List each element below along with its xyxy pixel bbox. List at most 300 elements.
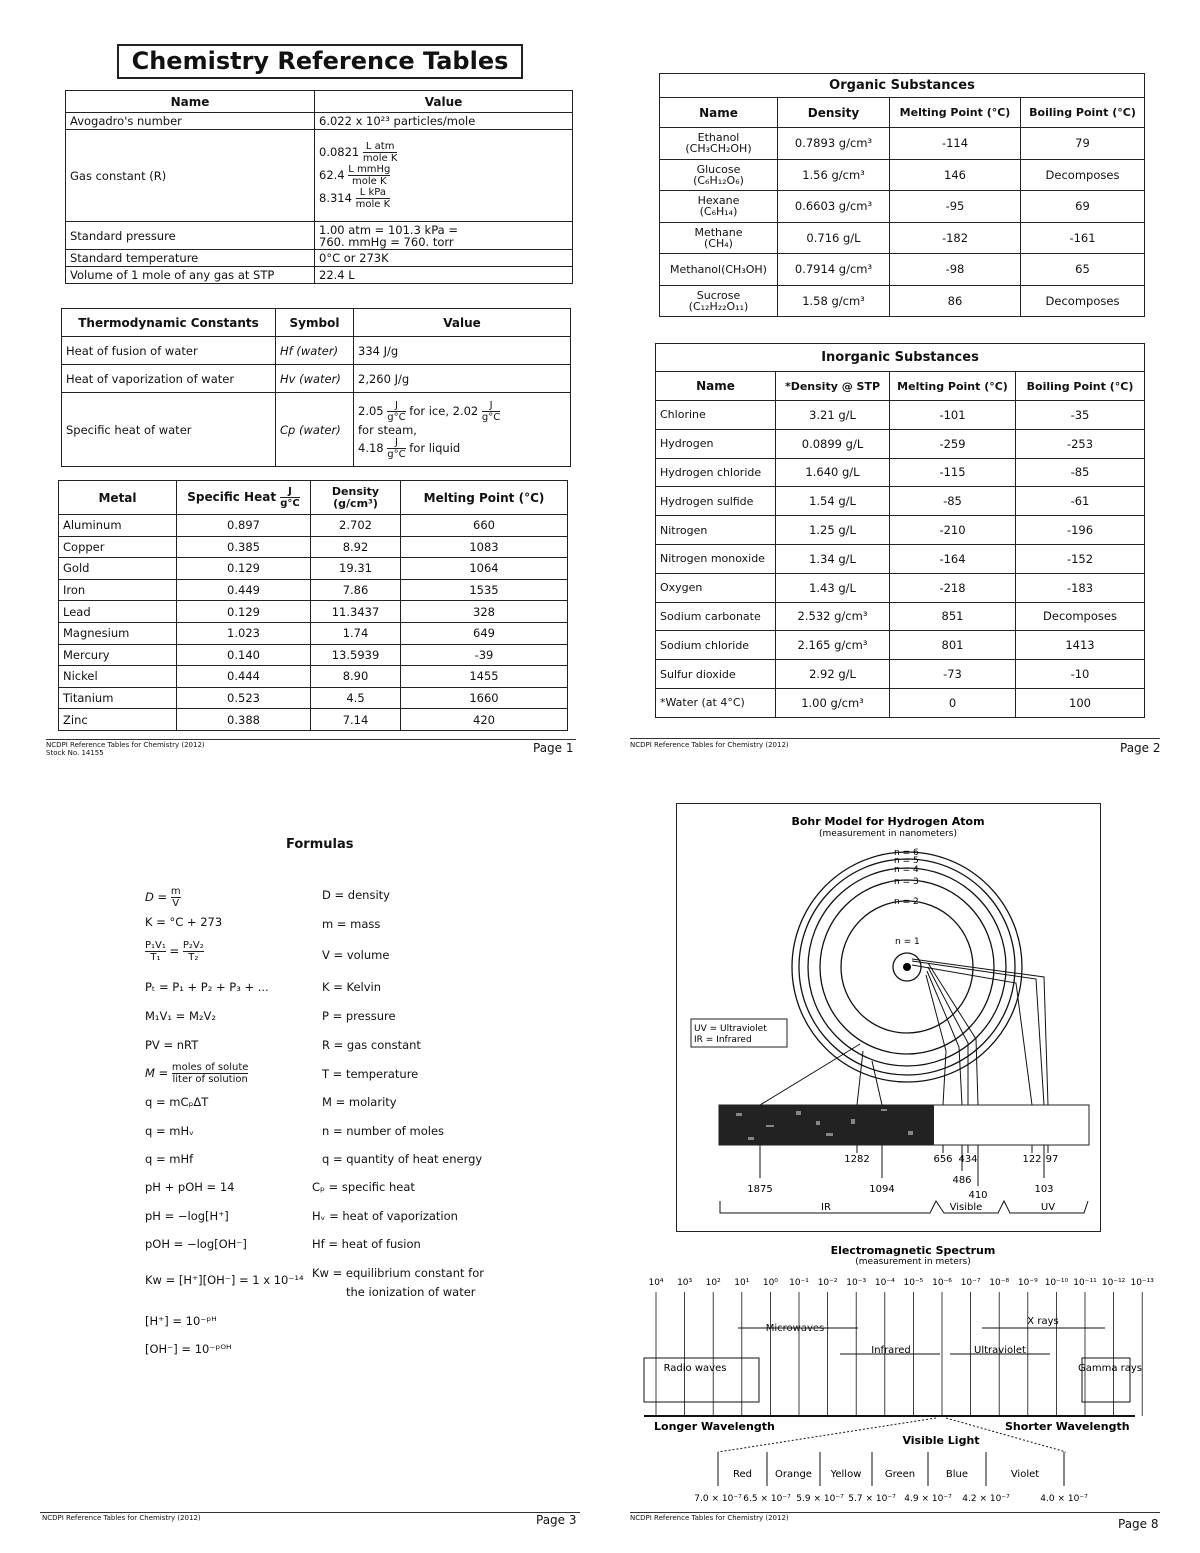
formula-oh-conc: [OH⁻] = 10⁻ᵖᴼᴴ bbox=[145, 1342, 232, 1356]
organic-name bbox=[660, 159, 778, 191]
thermo-header-value: Value bbox=[354, 309, 571, 337]
metal-specific-heat: 0.444 bbox=[177, 666, 311, 688]
inorganic-density: 2.532 g/cm³ bbox=[776, 602, 890, 631]
inorganic-header-boiling: Boiling Point (°C) bbox=[1016, 372, 1145, 401]
inorganic-row bbox=[656, 602, 1145, 631]
inorganic-boiling-point: -61 bbox=[1016, 487, 1145, 516]
vapor-name: Heat of vaporization of water bbox=[62, 365, 276, 393]
gas-value-2: 62.4 bbox=[319, 168, 345, 182]
organic-name-text: Glucose bbox=[696, 162, 741, 176]
formula-heat: q = mCₚΔT bbox=[145, 1095, 209, 1109]
em-exponent: 10⁻¹² bbox=[1101, 1278, 1126, 1288]
visible-boundary: 4.0 × 10⁻⁷ bbox=[1040, 1494, 1088, 1504]
inorganic-row bbox=[656, 516, 1145, 545]
level-n4: n = 4 bbox=[894, 865, 919, 875]
organic-melting-point: 146 bbox=[890, 159, 1021, 191]
inorganic-row bbox=[656, 544, 1145, 573]
organic-formula: (CH₃CH₂OH) bbox=[685, 142, 752, 156]
band-xrays: X rays bbox=[1027, 1316, 1059, 1327]
organic-melting-point: -114 bbox=[890, 128, 1021, 160]
organic-density: 1.56 g/cm³ bbox=[778, 159, 890, 191]
region-brackets bbox=[720, 1201, 1088, 1213]
spec-unit-den-3: g°C bbox=[387, 448, 406, 460]
organic-boiling-point: 65 bbox=[1021, 254, 1145, 286]
organic-name-text: Methane bbox=[694, 225, 743, 239]
em-exponent: 10⁻¹⁰ bbox=[1044, 1278, 1069, 1288]
organic-header-name: Name bbox=[660, 98, 778, 128]
metal-density: 8.90 bbox=[311, 666, 401, 688]
legend-uv: UV = Ultraviolet bbox=[694, 1024, 767, 1034]
organic-melting-point: 86 bbox=[890, 285, 1021, 317]
region-uv: UV bbox=[1040, 1202, 1056, 1213]
inorganic-melting-point: -210 bbox=[890, 516, 1016, 545]
formula-kelvin: K = °C + 273 bbox=[145, 915, 223, 929]
organic-melting-point: -95 bbox=[890, 191, 1021, 223]
inorganic-melting-point: -85 bbox=[890, 487, 1016, 516]
metal-name: Titanium bbox=[59, 687, 177, 709]
metal-melting-point: 649 bbox=[401, 622, 568, 644]
inorganic-row bbox=[656, 458, 1145, 487]
organic-table bbox=[659, 73, 1145, 317]
formula-dalton: Pₜ = P₁ + P₂ + P₃ + ... bbox=[145, 980, 269, 994]
inorganic-boiling-point: -10 bbox=[1016, 660, 1145, 689]
inorganic-header-name: Name bbox=[656, 372, 776, 401]
visible-color: Violet bbox=[1010, 1469, 1040, 1480]
organic-density: 0.7893 g/cm³ bbox=[778, 128, 890, 160]
spec-unit-den-1: g°C bbox=[387, 411, 406, 423]
metal-row bbox=[59, 666, 568, 688]
organic-name-text: Methanol(CH₃OH) bbox=[670, 262, 767, 276]
band-ultraviolet: Ultraviolet bbox=[974, 1345, 1026, 1356]
spec-v2: for steam, bbox=[358, 422, 417, 437]
spec-v1: 2.05 bbox=[358, 403, 384, 418]
organic-row bbox=[660, 128, 1145, 160]
metal-specific-heat: 1.023 bbox=[177, 622, 311, 644]
def-kelvin: K = Kelvin bbox=[322, 980, 382, 994]
formula-dilution: M₁V₁ = M₂V₂ bbox=[145, 1009, 216, 1023]
em-exponent: 10⁻¹ bbox=[789, 1278, 809, 1288]
inorganic-name: Hydrogen chloride bbox=[656, 458, 776, 487]
inorganic-table bbox=[655, 343, 1145, 718]
inorganic-melting-point: 801 bbox=[890, 631, 1016, 660]
line-122 bbox=[912, 965, 1032, 1105]
level-n5: n = 5 bbox=[894, 856, 919, 866]
pressure-value bbox=[315, 222, 573, 250]
metal-specific-heat: 0.385 bbox=[177, 536, 311, 558]
spec-unit-num-3: J bbox=[387, 437, 405, 449]
nm-656: 656 bbox=[933, 1154, 953, 1165]
metals-header-metal: Metal bbox=[59, 481, 177, 515]
inorganic-density: 0.0899 g/L bbox=[776, 429, 890, 458]
inorganic-boiling-point: Decomposes bbox=[1016, 602, 1145, 631]
specific-heat-value bbox=[354, 393, 571, 467]
metal-name: Lead bbox=[59, 601, 177, 623]
formula-ideal-gas: PV = nRT bbox=[145, 1038, 199, 1052]
band-radio: Radio waves bbox=[663, 1363, 727, 1374]
def-density: D = density bbox=[322, 888, 390, 902]
inorganic-name: Chlorine bbox=[656, 401, 776, 430]
metals-header-specific-heat bbox=[177, 481, 311, 515]
metal-density: 8.92 bbox=[311, 536, 401, 558]
inorganic-boiling-point: -196 bbox=[1016, 516, 1145, 545]
metal-melting-point: 1660 bbox=[401, 687, 568, 709]
bohr-model-figure bbox=[676, 803, 1101, 1233]
visible-color: Orange bbox=[775, 1469, 812, 1480]
metal-specific-heat: 0.129 bbox=[177, 558, 311, 580]
visible-boundary: 4.9 × 10⁻⁷ bbox=[904, 1494, 952, 1504]
em-exponent: 10⁰ bbox=[762, 1278, 778, 1288]
page1-footer bbox=[46, 741, 205, 757]
inorganic-melting-point: -164 bbox=[890, 544, 1016, 573]
organic-formula: (CH₄) bbox=[704, 236, 733, 250]
inorganic-boiling-point: -253 bbox=[1016, 429, 1145, 458]
line-1094 bbox=[872, 1061, 882, 1105]
inorganic-name: Hydrogen sulfide bbox=[656, 487, 776, 516]
em-subtitle: (measurement in meters) bbox=[855, 1257, 971, 1267]
spec-unit-num-2: J bbox=[482, 400, 500, 412]
inorganic-name: Oxygen bbox=[656, 573, 776, 602]
level-n3: n = 3 bbox=[894, 877, 919, 887]
gas-value-1-den: mole K bbox=[362, 153, 398, 164]
constants-table bbox=[65, 90, 573, 284]
organic-row bbox=[660, 285, 1145, 317]
page1-footer-rule bbox=[46, 739, 576, 740]
organic-density: 0.6603 g/cm³ bbox=[778, 191, 890, 223]
nm-486: 486 bbox=[952, 1175, 972, 1186]
def-molarity: M = molarity bbox=[322, 1095, 397, 1109]
inorganic-melting-point: -101 bbox=[890, 401, 1016, 430]
metal-density: 7.86 bbox=[311, 579, 401, 601]
em-exponent: 10⁻⁸ bbox=[989, 1278, 1010, 1288]
page3-number: Page 3 bbox=[536, 1513, 577, 1527]
gas-value-2-num: L mmHg bbox=[348, 164, 391, 175]
em-band-labels bbox=[664, 1316, 1142, 1374]
metal-melting-point: 1535 bbox=[401, 579, 568, 601]
visible-color: Red bbox=[733, 1469, 752, 1480]
spec-v3-tail: for liquid bbox=[409, 440, 461, 455]
inorganic-header-density: *Density @ STP bbox=[776, 372, 890, 401]
def-heat: q = quantity of heat energy bbox=[322, 1152, 483, 1166]
em-exponent: 10⁻² bbox=[817, 1278, 838, 1288]
line-97 bbox=[912, 959, 1048, 1105]
bohr-subtitle: (measurement in nanometers) bbox=[819, 829, 957, 839]
metal-density: 7.14 bbox=[311, 709, 401, 731]
metal-row bbox=[59, 644, 568, 666]
inorganic-melting-point: -115 bbox=[890, 458, 1016, 487]
inorganic-density: 1.34 g/L bbox=[776, 544, 890, 573]
formula-gas-num-1: P₁V₁ bbox=[145, 940, 166, 951]
page2-footer: NCDPI Reference Tables for Chemistry (2012) bbox=[630, 741, 789, 749]
organic-melting-point: -182 bbox=[890, 222, 1021, 254]
def-temperature: T = temperature bbox=[322, 1067, 419, 1081]
metal-melting-point: 1083 bbox=[401, 536, 568, 558]
em-exponent: 10⁻⁴ bbox=[874, 1278, 895, 1288]
nm-1282: 1282 bbox=[844, 1154, 870, 1165]
temperature-name: Standard temperature bbox=[66, 250, 315, 267]
inorganic-melting-point: -259 bbox=[890, 429, 1016, 458]
thermo-table bbox=[61, 308, 571, 467]
formula-ph: pH = −log[H⁺] bbox=[145, 1209, 229, 1223]
organic-boiling-point: 69 bbox=[1021, 191, 1145, 223]
organic-formula: (C₆H₁₄) bbox=[699, 205, 738, 219]
em-exponent: 10⁻⁵ bbox=[903, 1278, 924, 1288]
inorganic-title: Inorganic Substances bbox=[656, 344, 1145, 372]
inorganic-header-melting: Melting Point (°C) bbox=[890, 372, 1016, 401]
visible-boundary-labels bbox=[694, 1494, 1088, 1504]
organic-formula: (C₁₂H₂₂O₁₁) bbox=[688, 299, 749, 313]
metal-density: 19.31 bbox=[311, 558, 401, 580]
metal-row bbox=[59, 579, 568, 601]
spec-v1-tail: for ice, 2.02 bbox=[409, 403, 479, 418]
organic-density: 0.716 g/L bbox=[778, 222, 890, 254]
inorganic-melting-point: -73 bbox=[890, 660, 1016, 689]
nm-1875: 1875 bbox=[747, 1184, 773, 1195]
nm-97: 97 bbox=[1045, 1154, 1059, 1165]
metals-table bbox=[58, 480, 568, 731]
em-exponent: 10⁻³ bbox=[846, 1278, 867, 1288]
organic-title: Organic Substances bbox=[660, 74, 1145, 98]
em-exponent: 10⁻⁷ bbox=[960, 1278, 981, 1288]
sh-unit-num: J bbox=[280, 486, 300, 498]
page1-number: Page 1 bbox=[533, 741, 574, 755]
metals-header-density: Density (g/cm³) bbox=[311, 481, 401, 515]
gas-value-2-den: mole K bbox=[352, 176, 387, 187]
band-infrared: Infrared bbox=[871, 1345, 911, 1356]
specific-heat-name: Specific heat of water bbox=[62, 393, 276, 467]
metals-header-melting: Melting Point (°C) bbox=[401, 481, 568, 515]
metal-melting-point: 328 bbox=[401, 601, 568, 623]
formula-gas-den-2: T₂ bbox=[188, 952, 199, 963]
gas-constant-name: Gas constant (R) bbox=[66, 130, 315, 222]
em-exponent: 10² bbox=[705, 1278, 721, 1288]
inorganic-row bbox=[656, 573, 1145, 602]
organic-boiling-point: 79 bbox=[1021, 128, 1145, 160]
line-1282 bbox=[857, 1051, 863, 1105]
formula-h-conc: [H⁺] = 10⁻ᵖᴴ bbox=[145, 1314, 217, 1328]
def-kw: Kw = equilibrium constant for bbox=[312, 1266, 484, 1280]
page2-number: Page 2 bbox=[1120, 741, 1161, 755]
em-exponent: 10⁻⁶ bbox=[932, 1278, 952, 1288]
inorganic-name: Sulfur dioxide bbox=[656, 660, 776, 689]
page8-footer: NCDPI Reference Tables for Chemistry (2012) bbox=[630, 1514, 789, 1522]
level-labels bbox=[894, 848, 920, 947]
formula-molarity-num: moles of solute bbox=[171, 1062, 249, 1073]
metal-density: 4.5 bbox=[311, 687, 401, 709]
metal-row bbox=[59, 709, 568, 731]
visible-color-labels bbox=[733, 1469, 1039, 1480]
fusion-symbol: Hf (water) bbox=[276, 337, 354, 365]
def-volume: V = volume bbox=[322, 948, 390, 962]
inorganic-density: 2.92 g/L bbox=[776, 660, 890, 689]
inorganic-boiling-point: -183 bbox=[1016, 573, 1145, 602]
def-kw-2: the ionization of water bbox=[346, 1285, 476, 1299]
emission-labels bbox=[747, 1154, 1058, 1201]
em-exponent: 10¹ bbox=[734, 1278, 750, 1288]
inorganic-density: 1.54 g/L bbox=[776, 487, 890, 516]
visible-boundary: 5.9 × 10⁻⁷ bbox=[796, 1494, 844, 1504]
visible-color: Blue bbox=[945, 1469, 969, 1480]
inorganic-melting-point: 851 bbox=[890, 602, 1016, 631]
metal-row bbox=[59, 601, 568, 623]
nm-103: 103 bbox=[1034, 1184, 1054, 1195]
metal-name: Copper bbox=[59, 536, 177, 558]
pressure-value-1: 1.00 atm = 101.3 kPa = bbox=[319, 222, 458, 237]
em-exponent: 10⁻⁹ bbox=[1017, 1278, 1038, 1288]
visible-color: Yellow bbox=[830, 1469, 862, 1480]
formula-poh: pOH = −log[OH⁻] bbox=[145, 1237, 247, 1251]
thermo-header-name: Thermodynamic Constants bbox=[62, 309, 276, 337]
sh-unit-den: g°C bbox=[280, 498, 300, 509]
metal-specific-heat: 0.449 bbox=[177, 579, 311, 601]
avogadro-value: 6.022 x 10²³ particles/mole bbox=[315, 113, 573, 130]
gas-value-3: 8.314 bbox=[319, 191, 352, 205]
metal-name: Iron bbox=[59, 579, 177, 601]
inorganic-density: 1.640 g/L bbox=[776, 458, 890, 487]
organic-melting-point: -98 bbox=[890, 254, 1021, 286]
metal-melting-point: -39 bbox=[401, 644, 568, 666]
visible-boundary: 4.2 × 10⁻⁷ bbox=[962, 1494, 1010, 1504]
formula-density-num: m bbox=[170, 886, 181, 897]
def-pressure: P = pressure bbox=[322, 1009, 396, 1023]
inorganic-melting-point: -218 bbox=[890, 573, 1016, 602]
band-gamma: Gamma rays bbox=[1077, 1363, 1143, 1374]
inorganic-name: *Water (at 4°C) bbox=[656, 688, 776, 717]
inorganic-boiling-point: -85 bbox=[1016, 458, 1145, 487]
inorganic-row bbox=[656, 401, 1145, 430]
formula-molarity-den: liter of solution bbox=[172, 1074, 248, 1085]
constants-header-value: Value bbox=[315, 91, 573, 113]
band-microwaves: Microwaves bbox=[765, 1323, 825, 1334]
em-spectrum-figure bbox=[630, 1240, 1160, 1510]
inorganic-row bbox=[656, 631, 1145, 660]
gas-constant-value bbox=[315, 130, 573, 222]
organic-row bbox=[660, 254, 1145, 286]
em-exponent: 10⁻¹¹ bbox=[1073, 1278, 1097, 1288]
organic-name bbox=[660, 191, 778, 223]
gas-value-3-num: L kPa bbox=[356, 187, 391, 199]
visible-boundary: 7.0 × 10⁻⁷ bbox=[694, 1494, 742, 1504]
metal-melting-point: 1455 bbox=[401, 666, 568, 688]
organic-formula: (C₆H₁₂O₆) bbox=[693, 173, 744, 187]
def-gas-constant: R = gas constant bbox=[322, 1038, 421, 1052]
metal-name: Zinc bbox=[59, 709, 177, 731]
bohr-frame bbox=[677, 804, 1101, 1232]
gas-value-1-num: L atm bbox=[363, 141, 398, 153]
level-n2: n = 2 bbox=[894, 897, 919, 907]
avogadro-name: Avogadro's number bbox=[66, 113, 315, 130]
spec-unit-num-1: J bbox=[387, 400, 405, 412]
inorganic-density: 2.165 g/cm³ bbox=[776, 631, 890, 660]
nm-410: 410 bbox=[968, 1190, 988, 1201]
fusion-value: 334 J/g bbox=[354, 337, 571, 365]
inorganic-row bbox=[656, 487, 1145, 516]
organic-name-text: Sucrose bbox=[696, 288, 741, 302]
inorganic-melting-point: 0 bbox=[890, 688, 1016, 717]
constants-header-name: Name bbox=[66, 91, 315, 113]
inorganic-row bbox=[656, 429, 1145, 458]
bohr-title: Bohr Model for Hydrogen Atom bbox=[791, 815, 985, 828]
inorganic-name: Nitrogen bbox=[656, 516, 776, 545]
organic-boiling-point: Decomposes bbox=[1021, 285, 1145, 317]
metal-name: Nickel bbox=[59, 666, 177, 688]
def-specific-heat: Cₚ = specific heat bbox=[312, 1180, 415, 1194]
longer-wavelength: Longer Wavelength bbox=[654, 1420, 775, 1433]
level-n1: n = 1 bbox=[895, 937, 920, 947]
organic-header-density: Density bbox=[778, 98, 890, 128]
def-heat-fus: Hf = heat of fusion bbox=[312, 1237, 421, 1251]
metal-specific-heat: 0.388 bbox=[177, 709, 311, 731]
formula-gas-num-2: P₂V₂ bbox=[182, 940, 204, 951]
metal-density: 2.702 bbox=[311, 515, 401, 537]
temperature-value: 0°C or 273K bbox=[315, 250, 573, 267]
visible-color: Green bbox=[884, 1469, 916, 1480]
metal-name: Gold bbox=[59, 558, 177, 580]
organic-boiling-point: -161 bbox=[1021, 222, 1145, 254]
region-ir: IR bbox=[821, 1202, 831, 1213]
metal-density: 13.5939 bbox=[311, 644, 401, 666]
level-n6: n = 6 bbox=[894, 848, 919, 858]
inorganic-name: Nitrogen monoxide bbox=[656, 544, 776, 573]
inorganic-row bbox=[656, 688, 1145, 717]
organic-density: 0.7914 g/cm³ bbox=[778, 254, 890, 286]
em-exponent: 10⁻¹³ bbox=[1130, 1278, 1154, 1288]
inorganic-density: 1.25 g/L bbox=[776, 516, 890, 545]
gas-value-1: 0.0821 bbox=[319, 145, 360, 159]
page3-footer: NCDPI Reference Tables for Chemistry (2012) bbox=[42, 1514, 201, 1522]
metal-row bbox=[59, 536, 568, 558]
em-exponent-labels bbox=[648, 1278, 1154, 1288]
formula-kw: Kw = [H⁺][OH⁻] = 1 x 10⁻¹⁴ bbox=[145, 1273, 304, 1287]
inorganic-boiling-point: -152 bbox=[1016, 544, 1145, 573]
nm-434: 434 bbox=[958, 1154, 978, 1165]
formula-ph-poh: pH + pOH = 14 bbox=[145, 1180, 235, 1194]
organic-row bbox=[660, 191, 1145, 223]
pressure-value-2: 760. mmHg = 760. torr bbox=[319, 234, 454, 249]
organic-name bbox=[660, 285, 778, 317]
page3-footer-rule bbox=[40, 1512, 580, 1513]
molar-volume-name: Volume of 1 mole of any gas at STP bbox=[66, 267, 315, 284]
organic-row bbox=[660, 159, 1145, 191]
metal-name: Magnesium bbox=[59, 622, 177, 644]
metal-row bbox=[59, 515, 568, 537]
inorganic-boiling-point: -35 bbox=[1016, 401, 1145, 430]
visible-light-title: Visible Light bbox=[902, 1434, 980, 1447]
inorganic-name: Sodium carbonate bbox=[656, 602, 776, 631]
inorganic-name: Hydrogen bbox=[656, 429, 776, 458]
inorganic-boiling-point: 100 bbox=[1016, 688, 1145, 717]
thermo-header-symbol: Symbol bbox=[276, 309, 354, 337]
formula-heat-fus: q = mHf bbox=[145, 1152, 194, 1166]
inorganic-row bbox=[656, 660, 1145, 689]
specific-heat-symbol: Cp (water) bbox=[276, 393, 354, 467]
organic-boiling-point: Decomposes bbox=[1021, 159, 1145, 191]
visible-boundary: 6.5 × 10⁻⁷ bbox=[743, 1494, 791, 1504]
page8-number: Page 8 bbox=[1118, 1517, 1159, 1531]
inorganic-density: 1.43 g/L bbox=[776, 573, 890, 602]
em-title: Electromagnetic Spectrum bbox=[830, 1244, 996, 1257]
organic-name-text: Ethanol bbox=[697, 131, 740, 145]
nm-1094: 1094 bbox=[869, 1184, 895, 1195]
spec-unit-den-2: g°C bbox=[481, 411, 501, 423]
page1-footer-line1: NCDPI Reference Tables for Chemistry (2012) bbox=[46, 741, 205, 749]
em-exponent: 10⁴ bbox=[648, 1278, 664, 1288]
page2-footer-rule bbox=[630, 738, 1160, 739]
metal-melting-point: 660 bbox=[401, 515, 568, 537]
organic-name-text: Hexane bbox=[697, 194, 740, 208]
formula-molarity: M = $\frac{\text{moles of solute}}{\text{liter of solution}}$ bbox=[145, 1062, 249, 1085]
spec-v3: 4.18 bbox=[358, 440, 384, 455]
page1-title: Chemistry Reference Tables bbox=[117, 44, 523, 79]
